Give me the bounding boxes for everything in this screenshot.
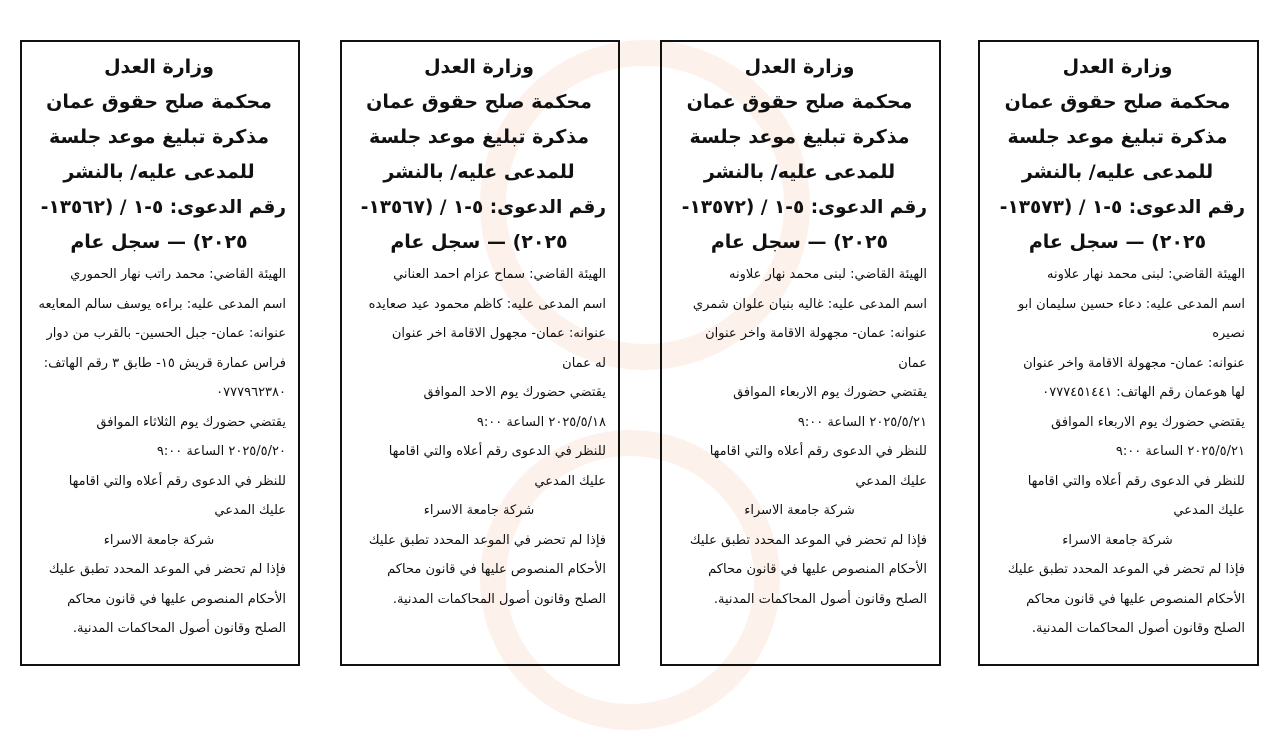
notice-text-line: عليك المدعي [214, 503, 286, 518]
notice-text-line: ٢٠٢٥/٥/٢١ الساعة ٩:٠٠ [1115, 444, 1245, 459]
notice-text-line: ٠٧٧٧٩٦٢٣٨٠ [216, 385, 286, 400]
notice-text-line: الهيئة القاضي: سماح عزام احمد العناني [393, 267, 606, 282]
addressee-line: للمدعى عليه/ بالنشر [703, 161, 896, 183]
notice-text-line: فإذا لم تحضر في الموعد المحدد تطبق عليك [48, 562, 286, 577]
court-notice-3 [340, 40, 620, 666]
notice-text-line: الأحكام المنصوص عليها في قانون محاكم [1026, 591, 1245, 607]
notice-text-line: عنوانه: عمان- مجهول الاقامة اخر عنوان [391, 326, 606, 341]
notice-text-line: عنوانه: عمان- جبل الحسين- بالقرب من دوار [46, 326, 286, 341]
court-name: محكمة صلح حقوق عمان [366, 91, 592, 113]
notice-text-line: للنظر في الدعوى رقم أعلاه والتي اقامها [709, 444, 927, 459]
notice-text-line: اسم المدعى عليه: دعاء حسين سليمان ابو [1018, 296, 1245, 312]
ministry-title: وزارة العدل [744, 56, 855, 78]
court-name: محكمة صلح حقوق عمان [1004, 91, 1231, 113]
notice-text-line: للنظر في الدعوى رقم أعلاه والتي اقامها [388, 444, 606, 459]
notice-text-line: عليك المدعي [855, 473, 927, 489]
ministry-title: وزارة العدل [104, 56, 214, 78]
notice-text-line: فإذا لم تحضر في الموعد المحدد تطبق عليك [368, 532, 606, 548]
notice-text-line: الهيئة القاضي: لبنى محمد نهار علاونه [1047, 267, 1245, 282]
addressee-line: للمدعى عليه/ بالنشر [63, 161, 255, 183]
notice-text-line: شركة جامعة الاسراء [744, 503, 855, 518]
notice-text-line: ٢٠٢٥/٥/١٨ الساعة ٩:٠٠ [476, 414, 606, 430]
notice-text-line: شركة جامعة الاسراء [1062, 532, 1173, 548]
notice-text-line: الأحكام المنصوص عليها في قانون محاكم [387, 562, 606, 577]
notice-text-line: الصلح وقانون أصول المحاكمات المدنية. [713, 591, 927, 607]
notice-text-line: عنوانه: عمان- مجهولة الاقامة واخر عنوان [1023, 355, 1245, 371]
notice-text-line: عمان [898, 355, 927, 371]
memo-title: مذكرة تبليغ موعد جلسة [369, 126, 589, 148]
registry-line: ٢٠٢٥) — سجل عام [1028, 231, 1207, 253]
registry-line: ٢٠٢٥) — سجل عام [70, 231, 248, 253]
notice-text-line: الصلح وقانون أصول المحاكمات المدنية. [72, 621, 286, 636]
notice-text-line: الهيئة القاضي: محمد راتب نهار الحموري [70, 267, 286, 282]
notice-text-line: له عمان [562, 355, 606, 371]
notice-text-line: يقتضي حضورك يوم الاربعاء الموافق [733, 385, 927, 400]
registry-line: ٢٠٢٥) — سجل عام [710, 231, 889, 253]
notice-text-line: يقتضي حضورك يوم الاحد الموافق [423, 385, 606, 400]
notice-text-line: اسم المدعى عليه: كاظم محمود عيد صعايده [368, 296, 606, 312]
court-name: محكمة صلح حقوق عمان [46, 91, 272, 113]
notice-text-line: اسم المدعى عليه: براءه يوسف سالم المعايعه [38, 296, 286, 312]
notice-text-line: للنظر في الدعوى رقم أعلاه والتي اقامها [1027, 473, 1245, 489]
notice-text-line: عليك المدعي [1173, 503, 1245, 518]
addressee-line: للمدعى عليه/ بالنشر [1021, 161, 1214, 183]
court-notice-4 [20, 40, 300, 666]
notice-text-line: الهيئة القاضي: لبنى محمد نهار علاونه [729, 267, 927, 282]
memo-title: مذكرة تبليغ موعد جلسة [1007, 126, 1228, 148]
notice-text-line: للنظر في الدعوى رقم أعلاه والتي اقامها [68, 473, 286, 489]
case-number: رقم الدعوى: ٥-١ / (١٣٥٦٧- [360, 197, 606, 218]
notice-text-line: الأحكام المنصوص عليها في قانون محاكم [67, 591, 286, 607]
notice-text-line: ٢٠٢٥/٥/٢١ الساعة ٩:٠٠ [797, 414, 927, 430]
notice-text-line: يقتضي حضورك يوم الثلاثاء الموافق [96, 414, 286, 430]
case-number: رقم الدعوى: ٥-١ / (١٣٥٦٢- [40, 197, 286, 218]
notice-text-line: فإذا لم تحضر في الموعد المحدد تطبق عليك [1007, 562, 1245, 577]
notice-text-line: عليك المدعي [534, 473, 606, 489]
notice-text-line: يقتضي حضورك يوم الاربعاء الموافق [1051, 414, 1245, 430]
notice-text-line: شركة جامعة الاسراء [103, 532, 215, 548]
notice-text-line: الصلح وقانون أصول المحاكمات المدنية. [392, 591, 606, 607]
ministry-title: وزارة العدل [424, 56, 534, 78]
court-notice-1 [978, 40, 1259, 666]
notice-text-line: نصيره [1212, 326, 1245, 341]
case-number: رقم الدعوى: ٥-١ / (١٣٥٧٣- [999, 197, 1245, 218]
court-notice-2 [660, 40, 941, 666]
notice-text-line: الصلح وقانون أصول المحاكمات المدنية. [1031, 621, 1245, 636]
memo-title: مذكرة تبليغ موعد جلسة [689, 126, 910, 148]
notice-text-line: شركة جامعة الاسراء [423, 503, 535, 518]
memo-title: مذكرة تبليغ موعد جلسة [49, 126, 269, 148]
notice-text-line: اسم المدعى عليه: غاليه بنيان علوان شمري [692, 296, 927, 312]
notice-text-line: فراس عمارة قريش ١٥- طابق ٣ رقم الهاتف: [43, 355, 286, 371]
notice-text-line: لها هوعمان رقم الهاتف: ٠٧٧٧٤٥١٤٤١ [1042, 385, 1245, 400]
registry-line: ٢٠٢٥) — سجل عام [390, 231, 568, 253]
court-name: محكمة صلح حقوق عمان [686, 91, 913, 113]
addressee-line: للمدعى عليه/ بالنشر [383, 161, 575, 183]
notice-text-line: ٢٠٢٥/٥/٢٠ الساعة ٩:٠٠ [156, 444, 286, 459]
notice-text-line: عنوانه: عمان- مجهولة الاقامة واخر عنوان [705, 326, 927, 341]
case-number: رقم الدعوى: ٥-١ / (١٣٥٧٢- [681, 197, 927, 218]
notice-text-line: الأحكام المنصوص عليها في قانون محاكم [708, 562, 927, 577]
notice-text-line: فإذا لم تحضر في الموعد المحدد تطبق عليك [689, 532, 927, 548]
ministry-title: وزارة العدل [1062, 56, 1173, 78]
